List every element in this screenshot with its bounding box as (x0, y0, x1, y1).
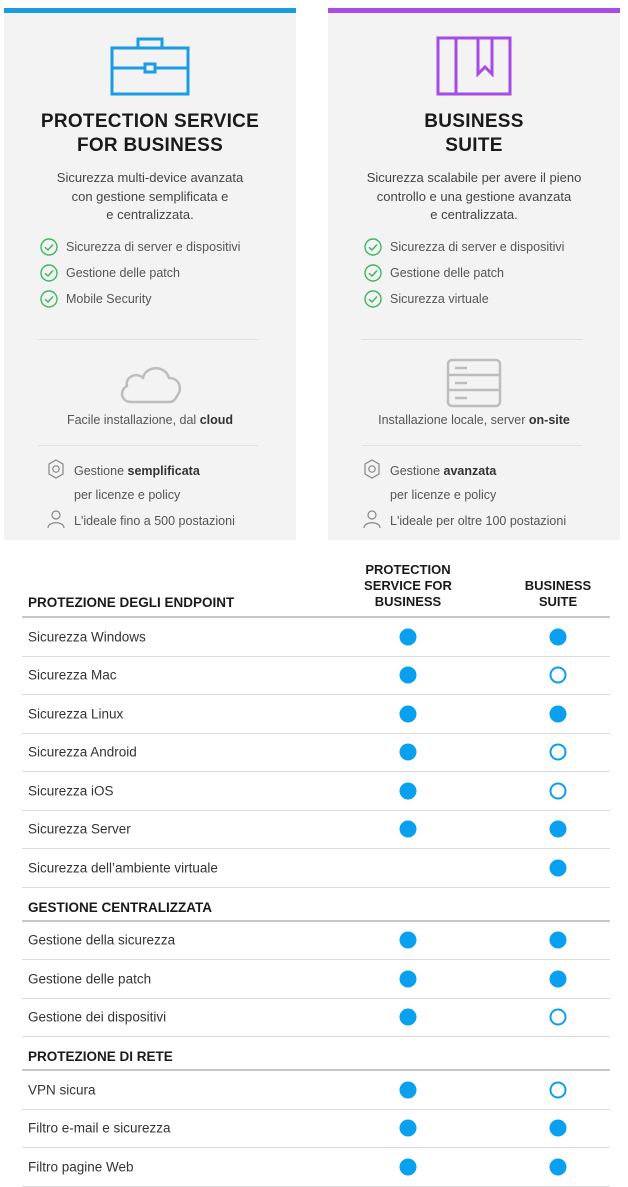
book-icon (432, 34, 516, 98)
card-description: Sicurezza scalabile per avere il pieno controllo e una gestione avanzata e centralizzata. (366, 170, 582, 222)
management-bold: semplificata (127, 464, 200, 478)
feature-label: Sicurezza di server e dispositivi (66, 240, 241, 254)
row-label: Sicurezza iOS (28, 783, 114, 799)
table-row (22, 960, 610, 999)
feature-item (40, 234, 286, 260)
user-icon (362, 509, 382, 529)
filled-dot-icon (550, 628, 567, 645)
feature-list (40, 234, 286, 312)
filled-dot-icon (550, 705, 567, 722)
table-row (22, 1110, 610, 1149)
server-icon (439, 358, 509, 410)
filled-dot-icon (400, 1009, 417, 1026)
filled-dot-icon (400, 970, 417, 987)
filled-dot-icon (400, 1120, 417, 1137)
outline-dot-icon (550, 1009, 567, 1026)
install-info (328, 413, 620, 427)
filled-dot-icon (550, 821, 567, 838)
feature-item (40, 260, 286, 286)
install-prefix: Installazione locale, server (378, 413, 529, 427)
outline-dot-icon (550, 782, 567, 799)
row-label: Gestione della sicurezza (28, 932, 176, 948)
check-icon (364, 238, 382, 256)
card-title: BUSINESS SUITE (424, 111, 524, 156)
table-row (22, 1071, 610, 1110)
feature-label: Sicurezza virtuale (390, 292, 489, 306)
briefcase-icon (108, 34, 192, 98)
management-line2: per licenze e policy (74, 488, 181, 502)
filled-dot-icon (400, 821, 417, 838)
filled-dot-icon (400, 628, 417, 645)
row-label: Sicurezza Android (28, 744, 137, 760)
divider (38, 445, 258, 446)
management-info (362, 459, 612, 507)
comparison-table (22, 556, 610, 1187)
management-prefix: Gestione (390, 464, 444, 478)
management-prefix: Gestione (74, 464, 128, 478)
outline-dot-icon (550, 744, 567, 761)
table-row (22, 734, 610, 773)
seats-info (362, 509, 612, 533)
divider (362, 445, 582, 446)
table-row (22, 849, 610, 888)
install-info (4, 413, 296, 427)
card-description: Sicurezza multi-device avanzata con gestione semplificata e e centralizzata. (56, 170, 244, 222)
filled-dot-icon (550, 1120, 567, 1137)
feature-label: Mobile Security (66, 292, 152, 306)
column-header-protection-service: PROTECTION SERVICE FOR BUSINESS (364, 562, 452, 609)
table-row (22, 772, 610, 811)
seats-label: L'ideale per oltre 100 postazioni (390, 514, 567, 528)
column-header-business-suite: BUSINESS SUITE (524, 578, 592, 609)
row-label: Filtro e-mail e sicurezza (28, 1120, 171, 1136)
check-icon (364, 264, 382, 282)
feature-label: Gestione delle patch (390, 266, 504, 280)
feature-label: Sicurezza di server e dispositivi (390, 240, 565, 254)
gear-badge-icon (46, 459, 66, 479)
feature-list (364, 234, 610, 312)
card-title: PROTECTION SERVICE FOR BUSINESS (40, 111, 260, 156)
outline-dot-icon (550, 667, 567, 684)
filled-dot-icon (400, 1158, 417, 1175)
row-label: Sicurezza Windows (28, 629, 146, 645)
check-icon (40, 290, 58, 308)
filled-dot-icon (400, 705, 417, 722)
filled-dot-icon (400, 744, 417, 761)
table-row (22, 695, 610, 734)
row-label: Sicurezza Server (28, 821, 131, 837)
card-protection-service (4, 8, 296, 540)
row-label: Gestione dei dispositivi (28, 1009, 167, 1025)
row-label: Filtro pagine Web (28, 1159, 134, 1175)
filled-dot-icon (550, 1158, 567, 1175)
card-business-suite (328, 8, 620, 540)
install-bold: cloud (199, 413, 234, 427)
table-header (22, 556, 610, 618)
outline-dot-icon (550, 1081, 567, 1098)
filled-dot-icon (400, 782, 417, 799)
feature-item (364, 260, 610, 286)
row-label: Sicurezza Linux (28, 706, 124, 722)
row-label: Gestione delle patch (28, 971, 152, 987)
row-label: Sicurezza Mac (28, 667, 117, 683)
install-prefix: Facile installazione, dal (66, 413, 200, 427)
user-icon (46, 509, 66, 529)
feature-item (364, 286, 610, 312)
divider (362, 339, 582, 340)
filled-dot-icon (550, 970, 567, 987)
filled-dot-icon (400, 932, 417, 949)
section-header (22, 888, 610, 922)
management-info (46, 459, 288, 507)
section-heading: PROTEZIONE DEGLI ENDPOINT (28, 595, 235, 610)
table-row (22, 999, 610, 1038)
feature-item (364, 234, 610, 260)
management-line2: per licenze e policy (390, 488, 497, 502)
check-icon (40, 264, 58, 282)
section-heading: GESTIONE CENTRALIZZATA (28, 899, 212, 915)
section-header (22, 1037, 610, 1071)
table-row (22, 811, 610, 850)
install-bold: on-site (528, 413, 570, 427)
seats-label: L'ideale fino a 500 postazioni (74, 514, 235, 528)
table-row (22, 922, 610, 961)
row-label: VPN sicura (28, 1082, 96, 1098)
cloud-icon (115, 358, 185, 410)
row-label: Sicurezza dell’ambiente virtuale (28, 860, 218, 876)
filled-dot-icon (550, 932, 567, 949)
divider (38, 339, 258, 340)
management-bold: avanzata (443, 464, 497, 478)
table-row (22, 618, 610, 657)
filled-dot-icon (400, 667, 417, 684)
section-heading: PROTEZIONE DI RETE (28, 1049, 173, 1064)
table-row (22, 657, 610, 696)
filled-dot-icon (550, 859, 567, 876)
seats-info (46, 509, 288, 533)
check-icon (40, 238, 58, 256)
feature-label: Gestione delle patch (66, 266, 180, 280)
check-icon (364, 290, 382, 308)
table-row (22, 1148, 610, 1187)
filled-dot-icon (400, 1081, 417, 1098)
gear-badge-icon (362, 459, 382, 479)
feature-item (40, 286, 286, 312)
